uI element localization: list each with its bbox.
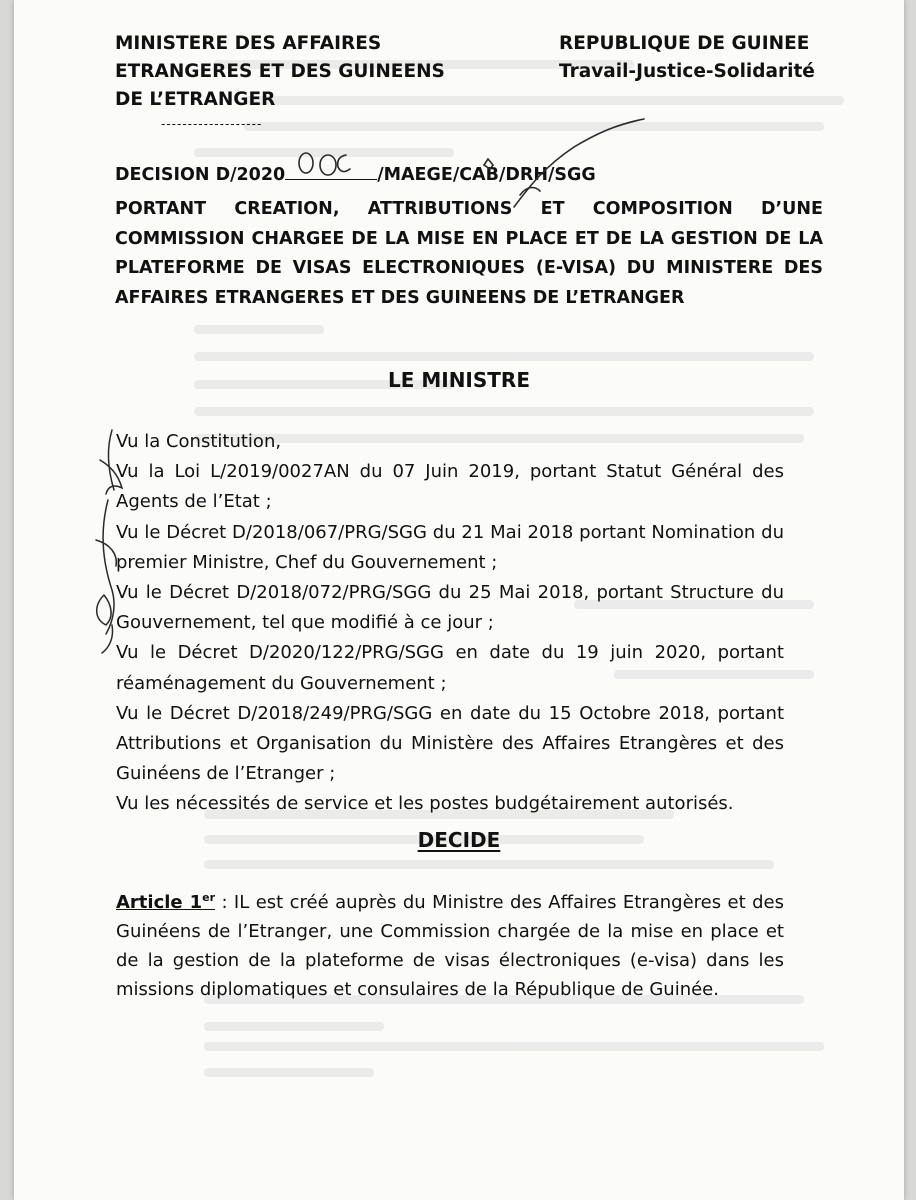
republic-motto: Travail-Justice-Solidarité [559,61,815,82]
republic-name: REPUBLIQUE DE GUINEE [559,33,810,54]
article-1-label-text: Article 1 [116,892,203,913]
decide-heading-text: DECIDE [417,828,501,852]
document-page [14,0,904,1200]
article-1-label [116,892,215,913]
header-dashes: ------------------- [161,117,263,131]
visa-item: Vu la Loi L/2019/0027AN du 07 Juin 2019, portant Statut Général des Agents de l’Etat ; [116,461,784,513]
margin-initials-signature [78,420,138,660]
ministry-line-3: DE L’ETRANGER [115,89,276,110]
decide-heading [14,828,904,852]
ministry-line-1: MINISTERE DES AFFAIRES [115,33,382,54]
ministry-line-2: ETRANGERES ET DES GUINEENS [115,61,445,82]
visa-item: Vu le Décret D/2018/249/PRG/SGG en date du 15 Octobre 2018, portant Attributions et Organisation du Ministère des Affaires Etrangères et des Guinéens de l’Etranger ; [116,702,784,785]
legal-references [116,427,784,820]
minister-heading: LE MINISTRE [387,368,530,392]
decision-suffix: /MAEGE/CAB/DRH/SGG [377,165,596,185]
visa-item: Vu le Décret D/2018/067/PRG/SGG du 21 Mai 2018 portant Nomination du premier Ministre, Chef du Gouvernement ; [116,521,784,573]
decision-prefix: DECISION D/2020 [115,165,286,185]
article-1-superscript: er [202,891,216,904]
republic-header [559,30,859,86]
visa-item: Vu la Constitution, [116,431,282,452]
decision-title: PORTANT CREATION, ATTRIBUTIONS ET COMPOSITION D’UNE COMMISSION CHARGEE DE LA MISE EN PLACE ET DE LA GESTION DE LA PLATEFORME DE VISAS ELECTRONIQUES (E-VISA) DU MINISTERE DES AFFAIRES ETRANGERES ET DES GUINEENS DE L’ETRANGER [115,199,823,308]
visa-item: Vu le Décret D/2020/122/PRG/SGG en date du 19 juin 2020, portant réaménagement du Gouvernement ; [116,642,784,694]
visa-item: Vu les nécessités de service et les postes budgétairement autorisés. [116,793,734,815]
article-1 [116,883,784,1004]
visa-item: Vu le Décret D/2018/072/PRG/SGG du 25 Mai 2018, portant Structure du Gouvernement, tel que modifié à ce jour ; [116,582,784,634]
article-1-text: : IL est créé auprès du Ministre des Affaires Etrangères et des Guinéens de l’Etranger, une Commission chargée de la mise en place et de la gestion de la plateforme de visas électroniques (e-visa) dans les missions diplomatiques et consulaires de la République de Guinée. [116,892,784,1000]
